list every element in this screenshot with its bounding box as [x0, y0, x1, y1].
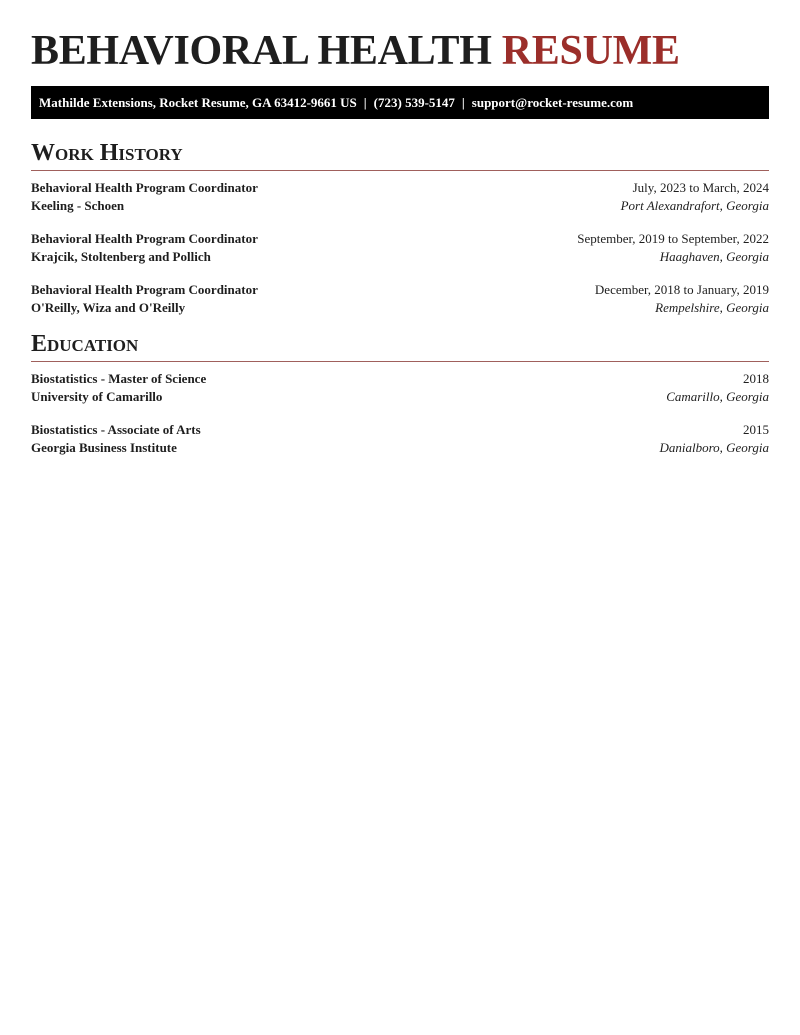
contact-phone: (723) 539-5147 [373, 95, 455, 110]
job-title: Behavioral Health Program Coordinator [31, 231, 258, 246]
degree-title: Biostatistics - Master of Science [31, 371, 207, 386]
education-entry [31, 421, 769, 456]
contact-bar [31, 86, 769, 119]
company-name: O'Reilly, Wiza and O'Reilly [31, 299, 186, 315]
work-entry [31, 281, 769, 316]
company-name: Keeling - Schoen [31, 197, 125, 213]
education-section [31, 330, 769, 456]
job-dates: December, 2018 to January, 2019 [594, 282, 769, 297]
work-history-section [31, 139, 769, 316]
work-entry [31, 230, 769, 265]
contact-separator: | [461, 95, 465, 110]
resume-title-accent: RESUME [501, 28, 680, 74]
resume-title [31, 0, 769, 76]
company-name: Krajcik, Stoltenberg and Pollich [31, 248, 211, 264]
job-dates: July, 2023 to March, 2024 [632, 180, 769, 195]
graduation-year: 2015 [743, 422, 769, 437]
education-heading: Education [31, 330, 769, 362]
job-location: Haaghaven, Georgia [659, 248, 769, 264]
job-title: Behavioral Health Program Coordinator [31, 282, 258, 297]
resume-title-main: BEHAVIORAL HEALTH [31, 28, 492, 74]
graduation-year: 2018 [743, 371, 769, 386]
education-entry [31, 370, 769, 405]
school-location: Camarillo, Georgia [666, 388, 769, 404]
job-title: Behavioral Health Program Coordinator [31, 180, 258, 195]
work-history-heading: Work History [31, 139, 769, 171]
work-entry [31, 179, 769, 214]
job-location: Rempelshire, Georgia [655, 299, 769, 315]
contact-address: Mathilde Extensions, Rocket Resume, GA 63412-9661 US [39, 95, 357, 110]
job-dates: September, 2019 to September, 2022 [577, 231, 769, 246]
job-location: Port Alexandrafort, Georgia [620, 197, 769, 213]
contact-separator: | [363, 95, 367, 110]
school-name: Georgia Business Institute [31, 439, 177, 455]
contact-email: support@rocket-resume.com [471, 95, 634, 110]
school-name: University of Camarillo [31, 388, 163, 404]
degree-title: Biostatistics - Associate of Arts [31, 422, 201, 437]
school-location: Danialboro, Georgia [659, 439, 769, 455]
